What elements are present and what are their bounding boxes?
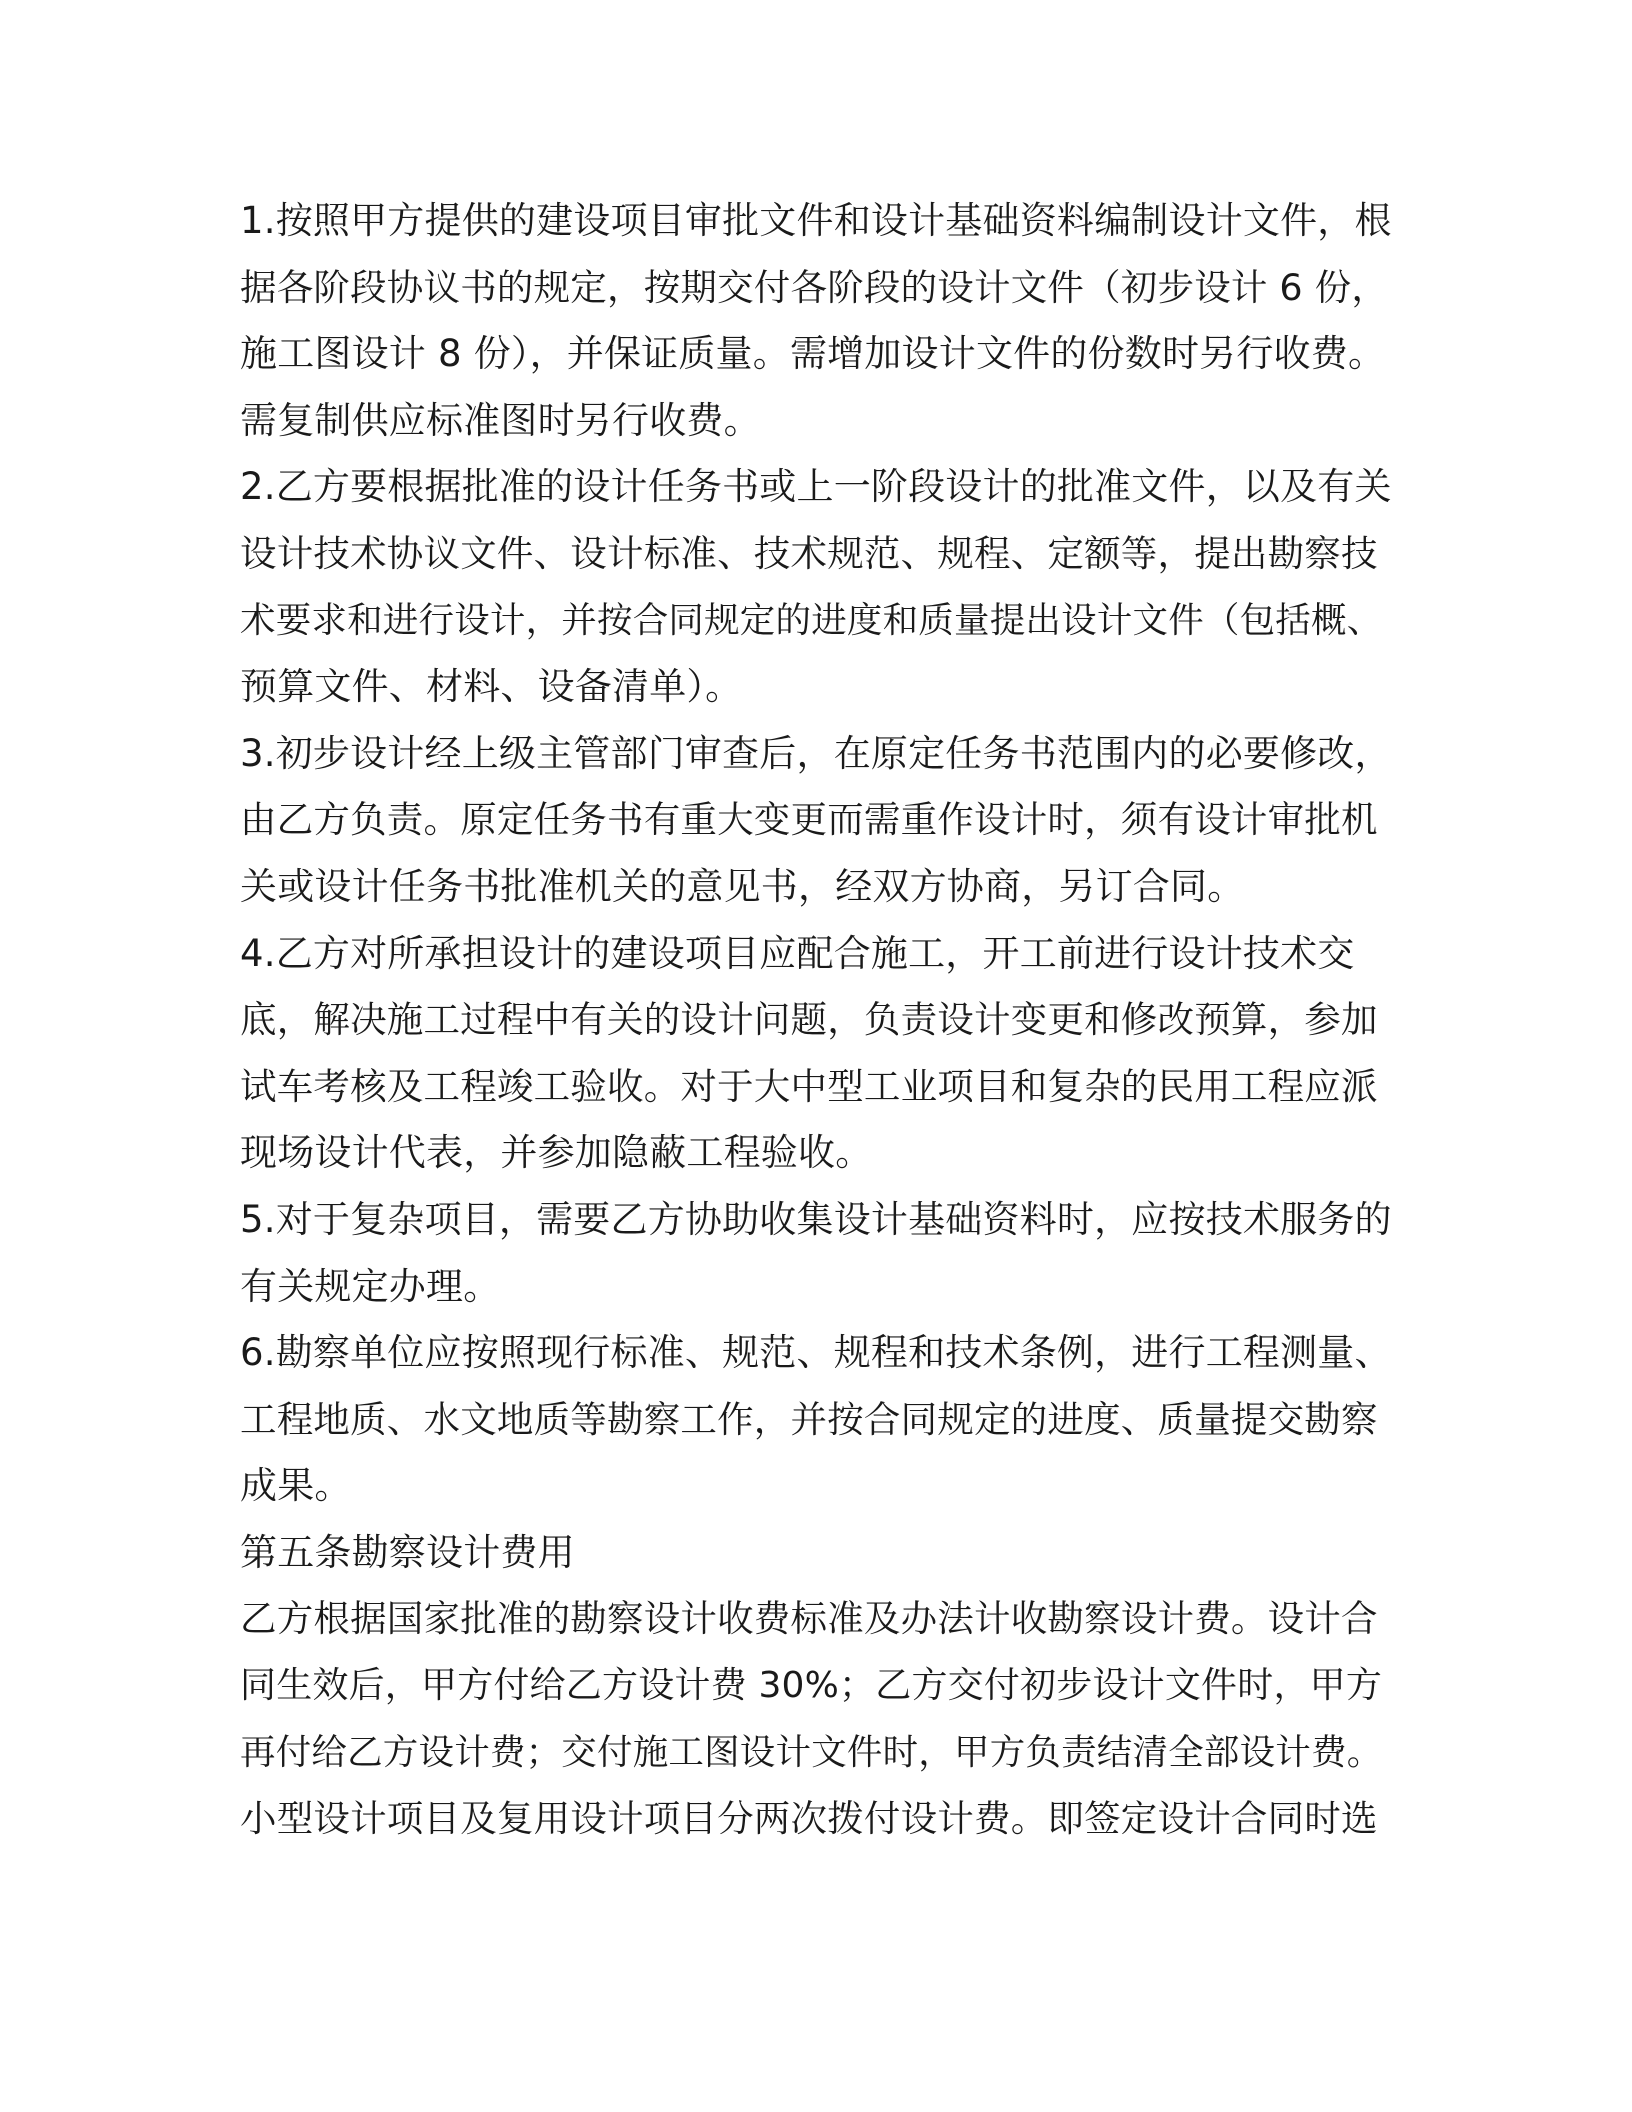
text-line: 由乙方负责。原定任务书有重大变更而需重作设计时，须有设计审批机 [240,798,1378,842]
text-line: 试车考核及工程竣工验收。对于大中型工业项目和复杂的民用工程应派 [240,1064,1378,1108]
text-line: 再付给乙方设计费；交付施工图设计文件时，甲方负责结清全部设计费。 [240,1731,1383,1773]
text-line: 施工图设计 8 份），并保证质量。需增加设计文件的份数时另行收费。 [240,332,1386,376]
text-line: 6.勘察单位应按照现行标准、规范、规程和技术条例，进行工程测量、 [240,1331,1392,1375]
text-line: 乙方根据国家批准的勘察设计收费标准及办法计收勘察设计费。设计合 [240,1597,1378,1641]
text-line: 工程地质、水文地质等勘察工作，并按合同规定的进度、质量提交勘察 [240,1397,1378,1441]
text-line: 小型设计项目及复用设计项目分两次拨付设计费。即签定设计合同时选 [240,1797,1378,1841]
text-line: 同生效后，甲方付给乙方设计费 30%；乙方交付初步设计文件时，甲方 [240,1665,1383,1707]
text-line: 4.乙方对所承担设计的建设项目应配合施工，开工前进行设计技术交 [240,931,1355,975]
text-line: 预算文件、材料、设备清单）。 [240,665,743,709]
text-line: 有关规定办理。 [240,1264,501,1308]
text-line: 1.按照甲方提供的建设项目审批文件和设计基础资料编制设计文件，根 [240,199,1392,242]
document-page [240,188,1392,1853]
text-line: 3.初步设计经上级主管部门审查后，在原定任务书范围内的必要修改， [240,731,1392,775]
text-line: 据各阶段协议书的规定，按期交付各阶段的设计文件（初步设计 6 份， [240,265,1389,309]
section-heading: 第五条勘察设计费用 [240,1530,575,1574]
text-line: 底，解决施工过程中有关的设计问题，负责设计变更和修改预算，参加 [240,998,1378,1042]
text-line: 需复制供应标准图时另行收费。 [240,398,761,442]
text-line: 成果。 [240,1464,352,1508]
text-line: 术要求和进行设计，并按合同规定的进度和质量提出设计文件（包括概、 [240,599,1383,641]
text-line: 5.对于复杂项目，需要乙方协助收集设计基础资料时，应按技术服务的 [240,1197,1392,1241]
text-line: 现场设计代表，并参加隐蔽工程验收。 [240,1131,873,1175]
text-line: 关或设计任务书批准机关的意见书，经双方协商，另订合同。 [240,864,1245,908]
text-line: 2.乙方要根据批准的设计任务书或上一阶段设计的批准文件，以及有关 [240,465,1392,509]
text-line: 设计技术协议文件、设计标准、技术规范、规程、定额等，提出勘察技 [240,531,1378,575]
